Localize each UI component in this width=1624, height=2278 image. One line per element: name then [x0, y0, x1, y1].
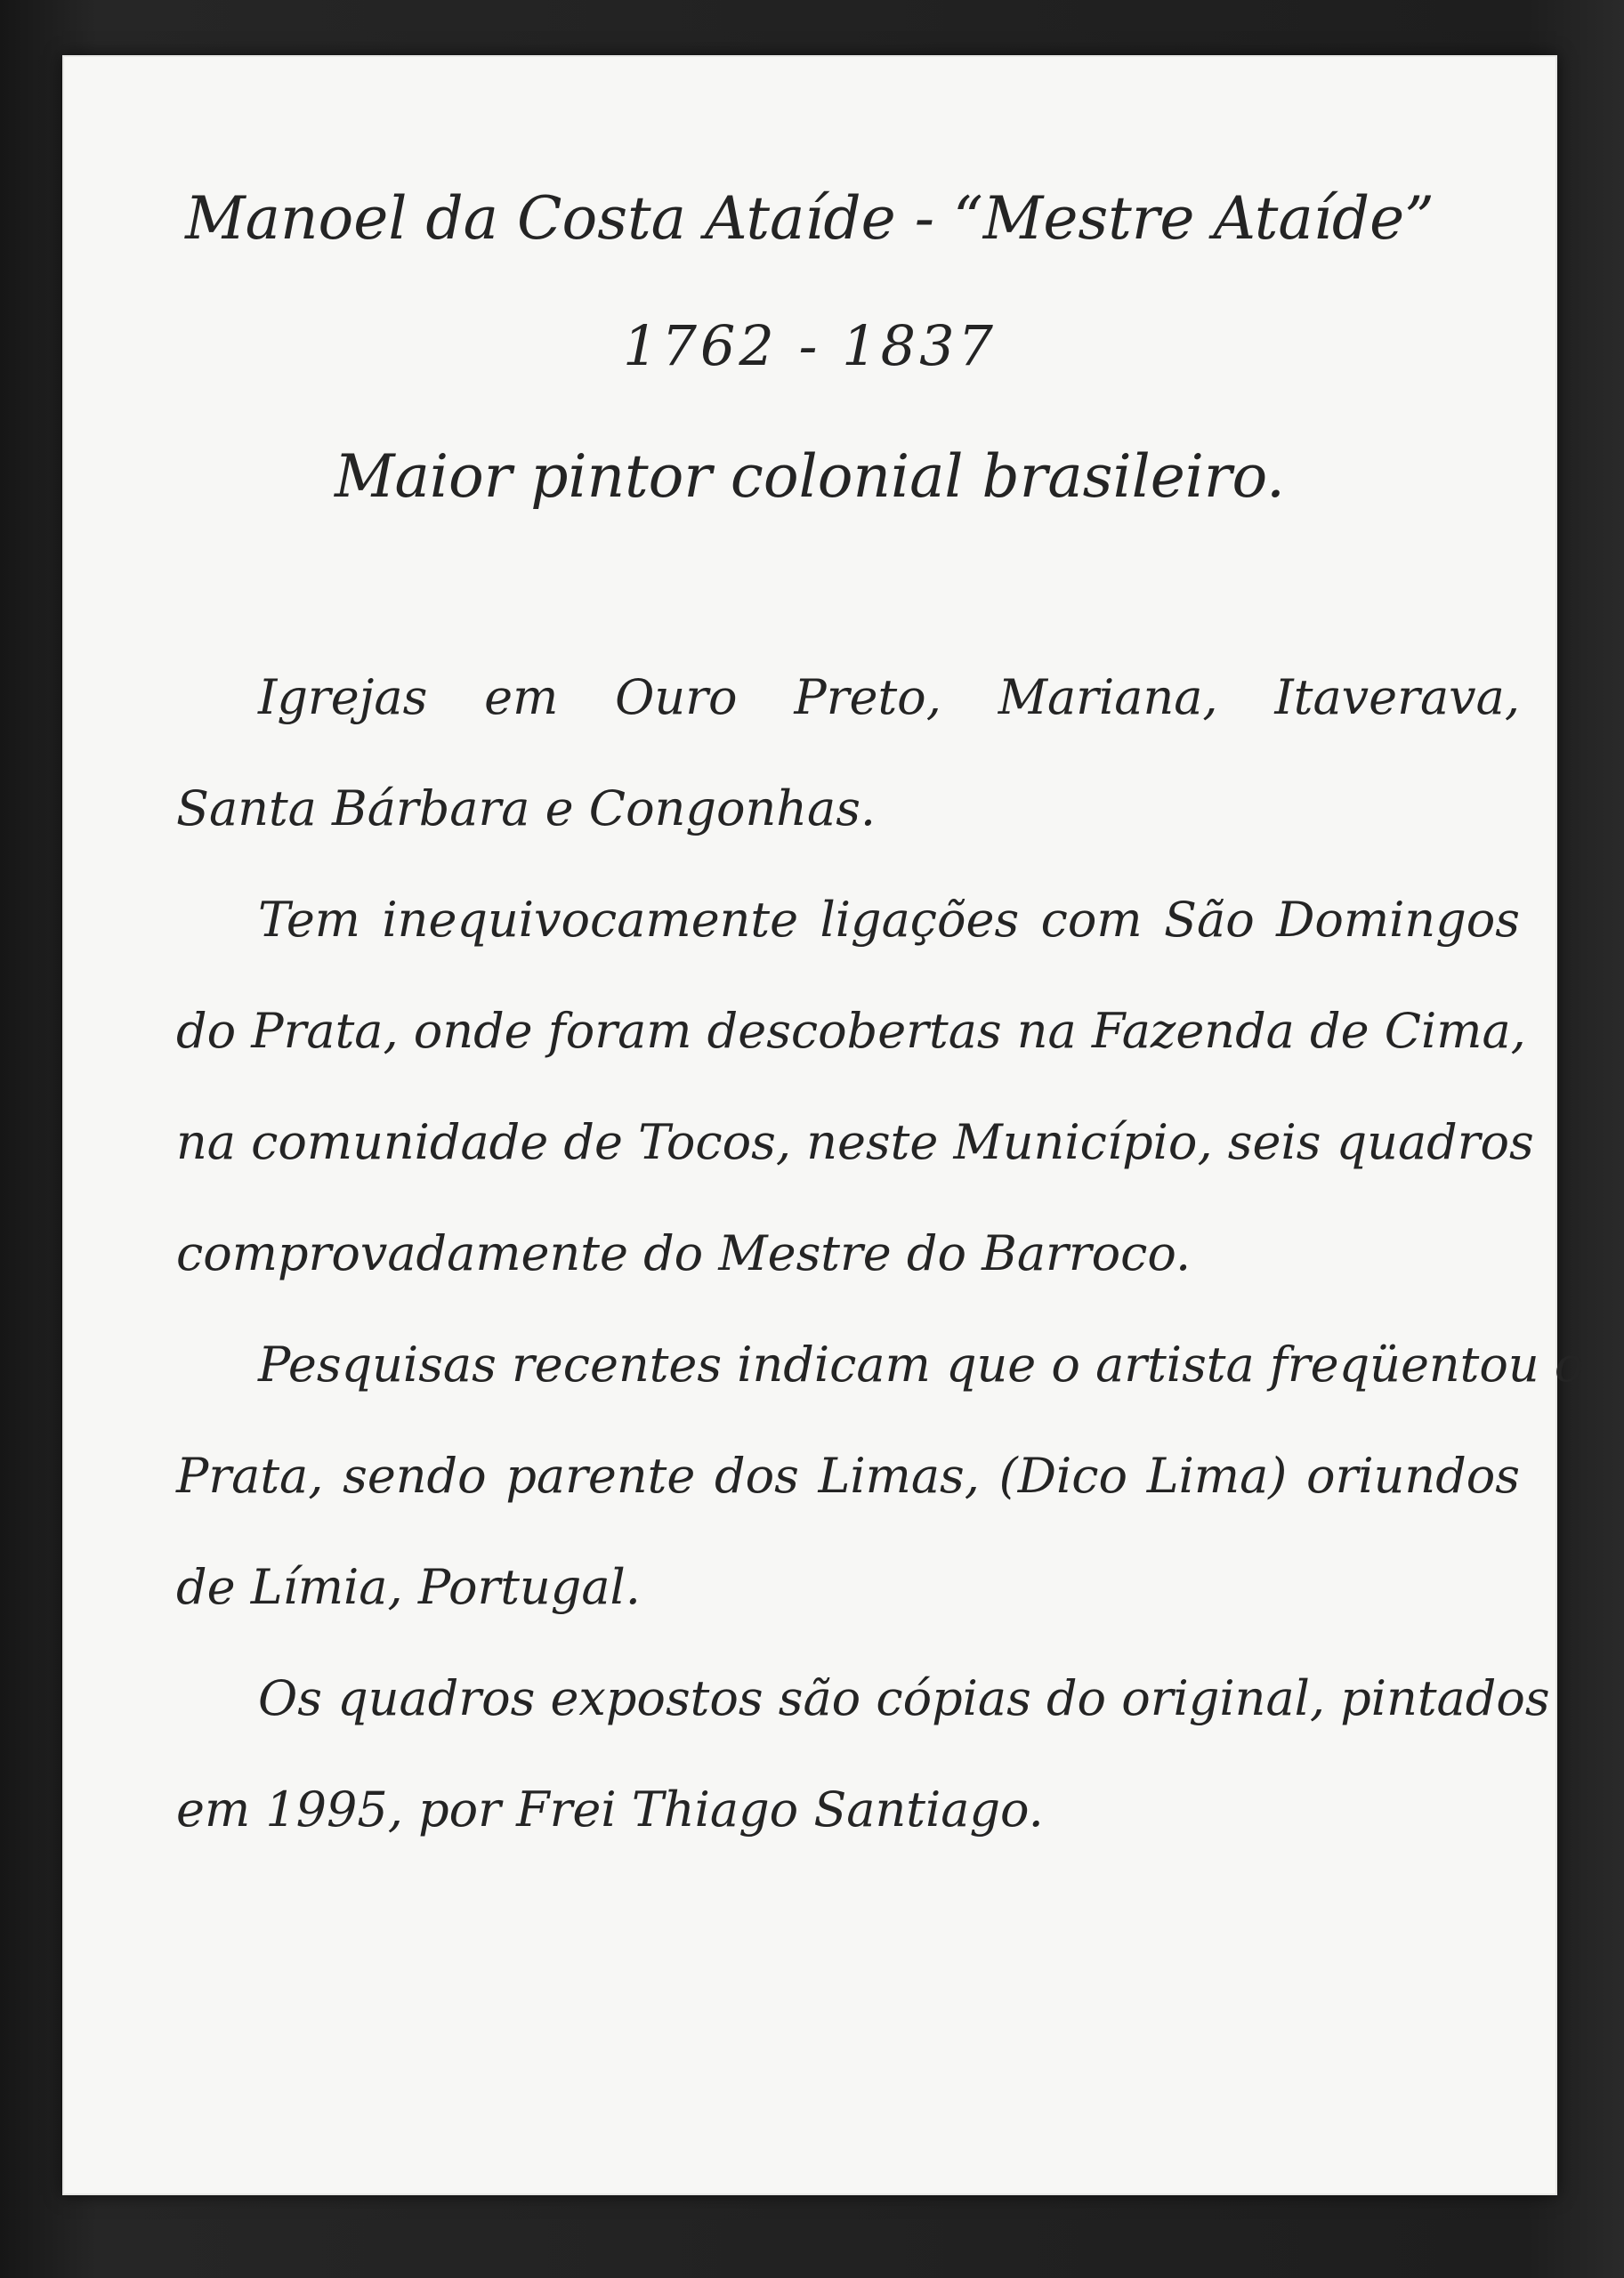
- paragraph-line: Santa Bárbara e Congonhas.: [176, 780, 877, 836]
- paragraph-line: Igrejas em Ouro Preto, Mariana, Itaverava,: [258, 669, 1520, 725]
- paragraph-line: Tem inequivocamente ligações com São Domingos: [258, 892, 1520, 948]
- document-card: [62, 55, 1584, 2195]
- paragraph-line: Pesquisas recentes indicam que o artista freqüentou o: [258, 1337, 1584, 1393]
- paragraph-line: Prata, sendo parente dos Limas, (Dico Lima) oriundos: [176, 1448, 1520, 1504]
- document-title: Manoel da Costa Ataíde - “Mestre Ataíde”: [185, 184, 1434, 253]
- paragraph-line: do Prata, onde foram descobertas na Fazenda de Cima,: [176, 1003, 1526, 1059]
- paragraph-line: de Límia, Portugal.: [176, 1559, 641, 1615]
- paragraph-line: em 1995, por Frei Thiago Santiago.: [176, 1781, 1044, 1838]
- document-subtitle: Maior pintor colonial brasileiro.: [334, 442, 1286, 511]
- document-years: 1762 - 1837: [623, 313, 997, 378]
- paragraph-line: Os quadros expostos são cópias do original, pintados: [258, 1670, 1550, 1726]
- paragraph-line: na comunidade de Tocos, neste Município, seis quadros: [176, 1114, 1534, 1170]
- paragraph-line: comprovadamente do Mestre do Barroco.: [176, 1225, 1192, 1281]
